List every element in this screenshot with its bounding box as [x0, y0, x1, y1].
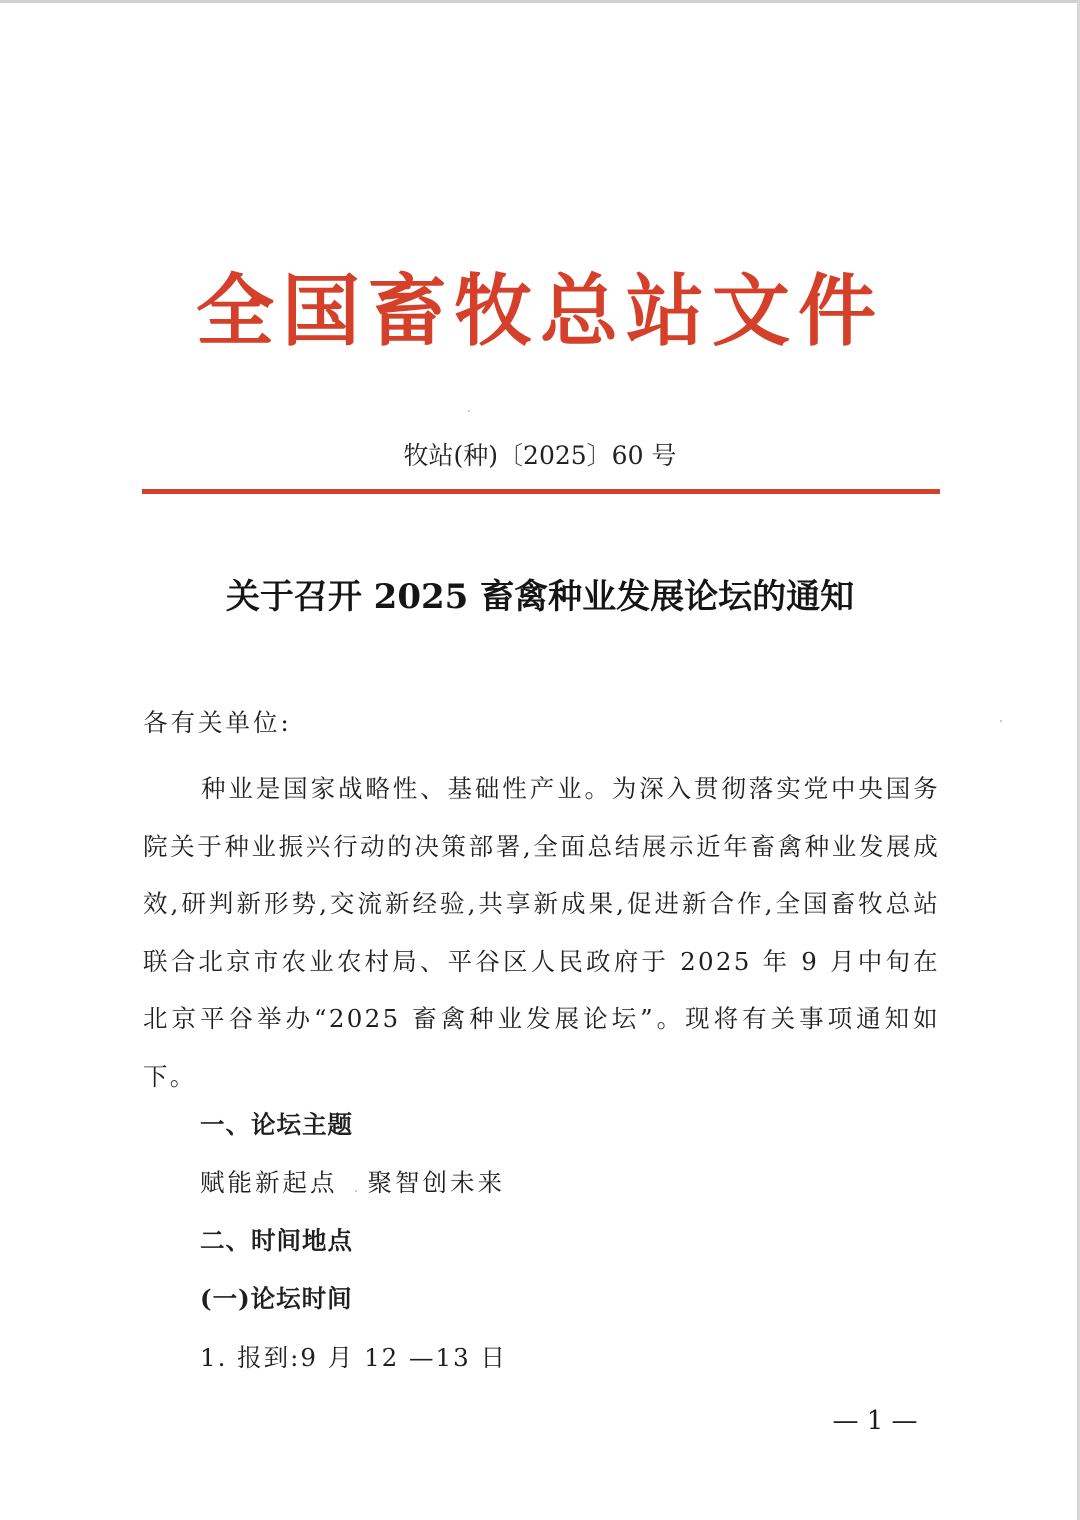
section-heading-theme: 一、论坛主题: [200, 1110, 353, 1139]
scan-edge-top: [0, 0, 1080, 3]
document-title: 关于召开 2025 畜禽种业发展论坛的通知: [225, 577, 855, 617]
section-heading-time-place: 二、时间地点: [200, 1226, 353, 1255]
issuer-header: 全国畜牧总站文件: [195, 267, 884, 357]
scan-speck: [355, 1190, 357, 1192]
subsection-heading-forum-time: (一)论坛时间: [200, 1284, 353, 1313]
document-number: 牧站(种)〔2025〕60 号: [403, 441, 677, 470]
forum-theme-part2: 聚智创未来: [367, 1168, 505, 1197]
forum-theme-part1: 赋能新起点: [200, 1168, 338, 1197]
salutation: 各有关单位:: [143, 708, 292, 737]
intro-paragraph: 种业是国家战略性、基础性产业。为深入贯彻落实党中央国务院关于种业振兴行动的决策部署,全面总结展示近年畜禽种业发展成效,研判新形势,交流新经验,共享新成果,促进新合作,全国畜牧总站联合北京市农业农村局、平谷区人民政府于 2025 年 9 月中旬在北京平谷举办“2025 畜禽种业发展论坛”。现将有关事项通知如下。: [143, 774, 940, 1091]
red-separator-line: [142, 489, 940, 494]
scan-speck: [468, 410, 470, 412]
forum-theme: [200, 1163, 940, 1203]
registration-line: 1. 报到:9 月 12 —13 日: [200, 1343, 508, 1372]
page-number: — 1 —: [832, 1406, 918, 1436]
scan-speck: [1000, 720, 1002, 722]
